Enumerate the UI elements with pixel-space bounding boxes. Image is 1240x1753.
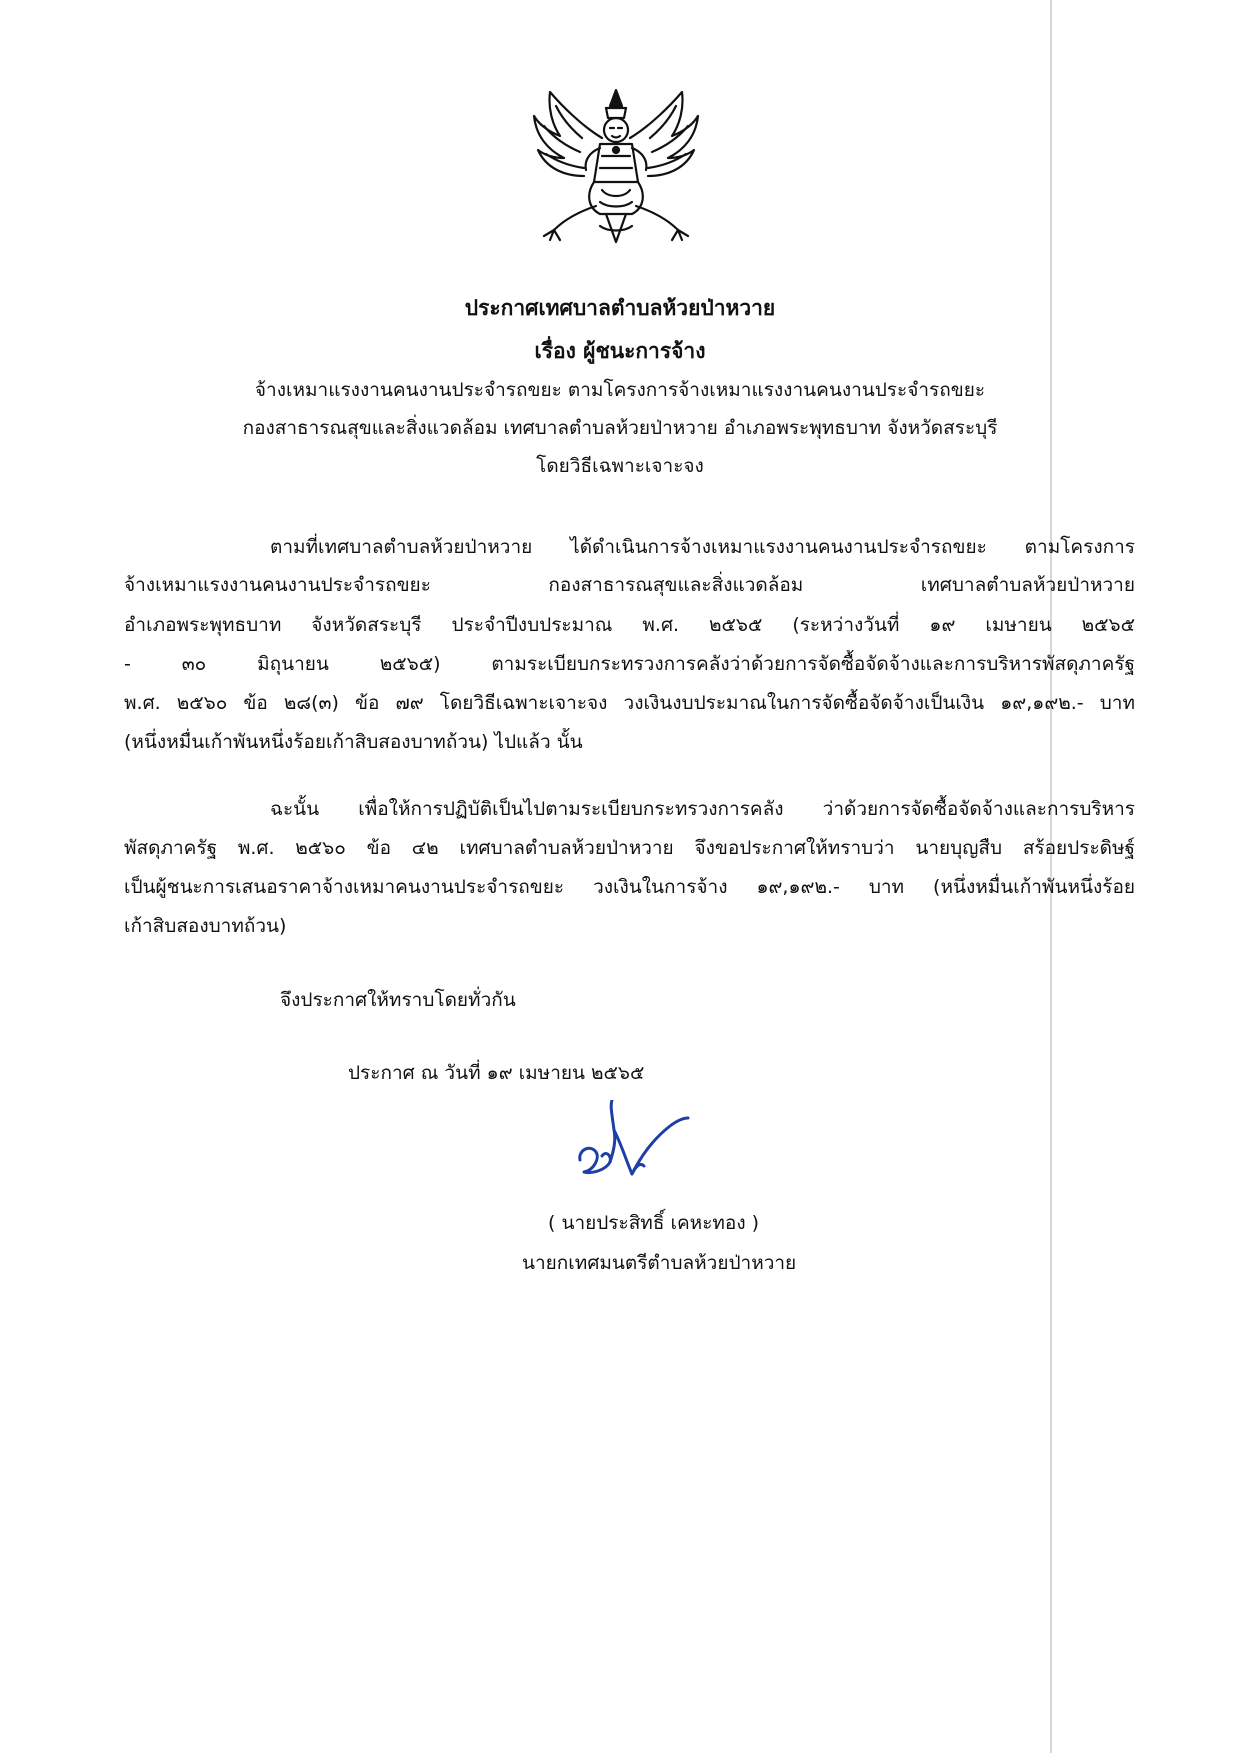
paragraph2-line: เป็นผู้ชนะการเสนอราคาจ้างเหมาคนงานประจำรถขยะ วงเงินในการจ้าง ๑๙,๑๙๒.- บาท (หนึ่งหมื่นเก้าพันหนึ่งร้อย	[124, 876, 1135, 898]
announcement-subject: เรื่อง ผู้ชนะการจ้าง	[534, 339, 706, 363]
signer-position: นายกเทศมนตรีตำบลห้วยป่าหวาย	[522, 1252, 797, 1274]
paragraph2-line: เก้าสิบสองบาทถ้วน)	[124, 915, 287, 937]
paragraph2-line: ฉะนั้น เพื่อให้การปฏิบัติเป็นไปตามระเบียบกระทรวงการคลัง ว่าด้วยการจัดซื้อจัดจ้างและการบริหาร	[270, 798, 1135, 820]
signer-name: ( นายประสิทธิ์ เคหะทอง )	[548, 1212, 760, 1234]
announcement-title: ประกาศเทศบาลตำบลห้วยป่าหวาย	[464, 296, 776, 320]
signature-icon	[570, 1100, 700, 1200]
paragraph1-line: อำเภอพระพุทธบาท จังหวัดสระบุรี ประจำปีงบประมาณ พ.ศ. ๒๕๖๕ (ระหว่างวันที่ ๑๙ เมษายน ๒๕๖๕	[124, 614, 1135, 636]
paragraph1-line: ตามที่เทศบาลตำบลห้วยป่าหวาย ได้ดำเนินการจ้างเหมาแรงงานคนงานประจำรถขยะ ตามโครงการ	[270, 536, 1135, 558]
announcement-date: ประกาศ ณ วันที่ ๑๙ เมษายน ๒๕๖๕	[348, 1062, 645, 1084]
garuda-emblem-icon	[530, 86, 702, 246]
paragraph1-line: พ.ศ. ๒๕๖๐ ข้อ ๒๘(๓) ข้อ ๗๙ โดยวิธีเฉพาะเจาะจง วงเงินงบประมาณในการจัดซื้อจัดจ้างเป็นเงิน ๑๙,๑๙๒.- บาท	[124, 692, 1135, 714]
paragraph1-line: - ๓๐ มิถุนายน ๒๕๖๕) ตามระเบียบกระทรวงการคลังว่าด้วยการจัดซื้อจัดจ้างและการบริหารพัสดุภาครัฐ	[124, 653, 1135, 675]
subject-detail-line: กองสาธารณสุขและสิ่งแวดล้อม เทศบาลตำบลห้วยป่าหวาย อำเภอพระพุทธบาท จังหวัดสระบุรี	[242, 417, 998, 439]
paragraph1-line: (หนึ่งหมื่นเก้าพันหนึ่งร้อยเก้าสิบสองบาทถ้วน) ไปแล้ว นั้น	[124, 731, 583, 753]
closing-text: จึงประกาศให้ทราบโดยทั่วกัน	[280, 989, 516, 1011]
subject-detail-line: โดยวิธีเฉพาะเจาะจง	[536, 455, 704, 477]
paragraph2-line: พัสดุภาครัฐ พ.ศ. ๒๕๖๐ ข้อ ๔๒ เทศบาลตำบลห้วยป่าหวาย จึงขอประกาศให้ทราบว่า นายบุญสืบ สร้อยประดิษฐ์	[124, 837, 1135, 859]
paragraph1-line: จ้างเหมาแรงงานคนงานประจำรถขยะ กองสาธารณสุขและสิ่งแวดล้อม เทศบาลตำบลห้วยป่าหวาย	[124, 574, 1135, 596]
subject-detail-line: จ้างเหมาแรงงานคนงานประจำรถขยะ ตามโครงการจ้างเหมาแรงงานคนงานประจำรถขยะ	[254, 379, 986, 401]
